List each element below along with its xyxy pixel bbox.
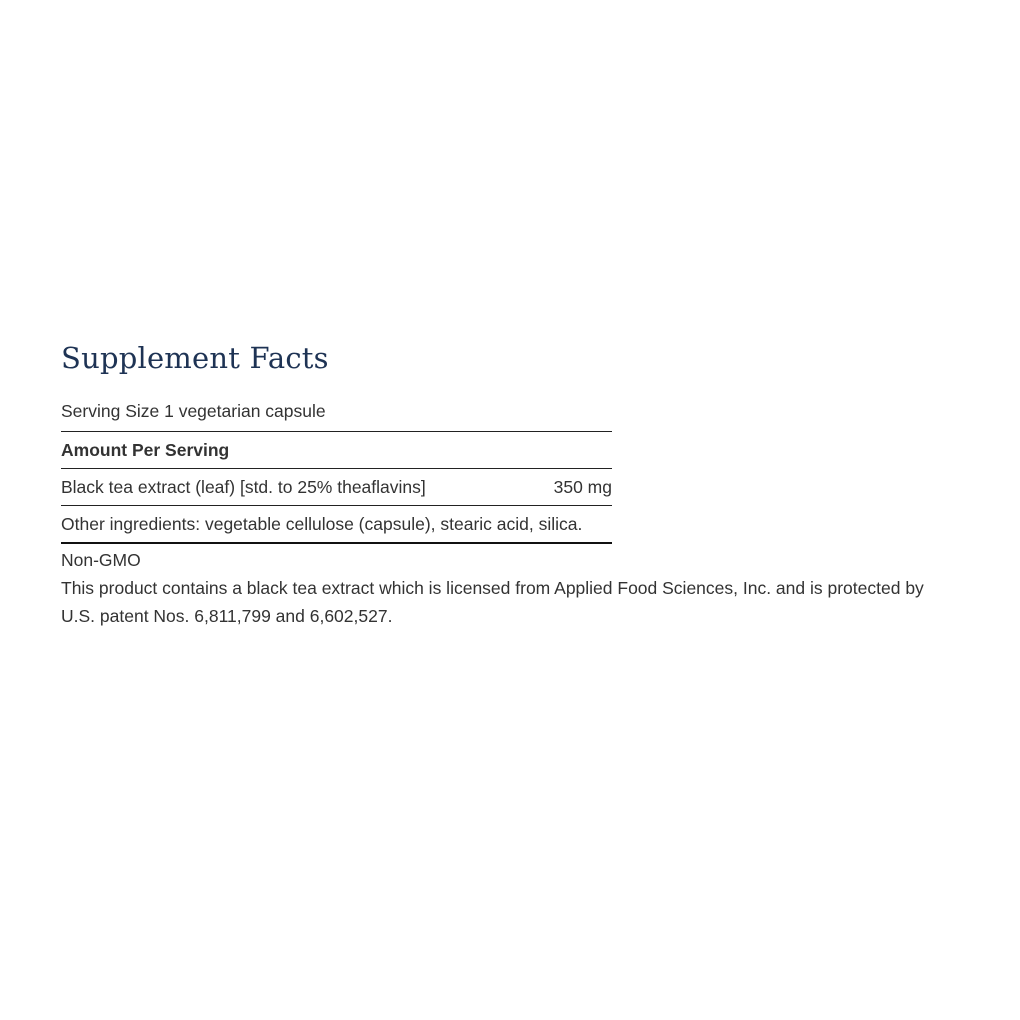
supplement-facts-title: Supplement Facts: [61, 341, 329, 375]
other-ingredients-text: Other ingredients: vegetable cellulose (capsule), stearic acid, silica.: [61, 514, 583, 534]
ingredient-row: [61, 469, 612, 506]
non-gmo-note: Non-GMO: [61, 550, 141, 570]
product-notes: [61, 546, 961, 630]
amount-per-serving-label: Amount Per Serving: [61, 440, 230, 460]
serving-size-row: [61, 398, 612, 432]
other-ingredients-row: [61, 506, 612, 544]
amount-per-serving-header: [61, 432, 612, 469]
ingredient-amount: 350 mg: [553, 477, 612, 497]
supplement-facts-table: [61, 398, 612, 544]
serving-size-text: Serving Size 1 vegetarian capsule: [61, 400, 326, 421]
license-note: This product contains a black tea extract which is licensed from Applied Food Sciences, Inc. and is protected by U.S. patent Nos. 6,811,799 and 6,602,527.: [61, 578, 924, 626]
supplement-facts-panel: [61, 338, 961, 630]
ingredient-name: Black tea extract (leaf) [std. to 25% theaflavins]: [61, 477, 426, 497]
